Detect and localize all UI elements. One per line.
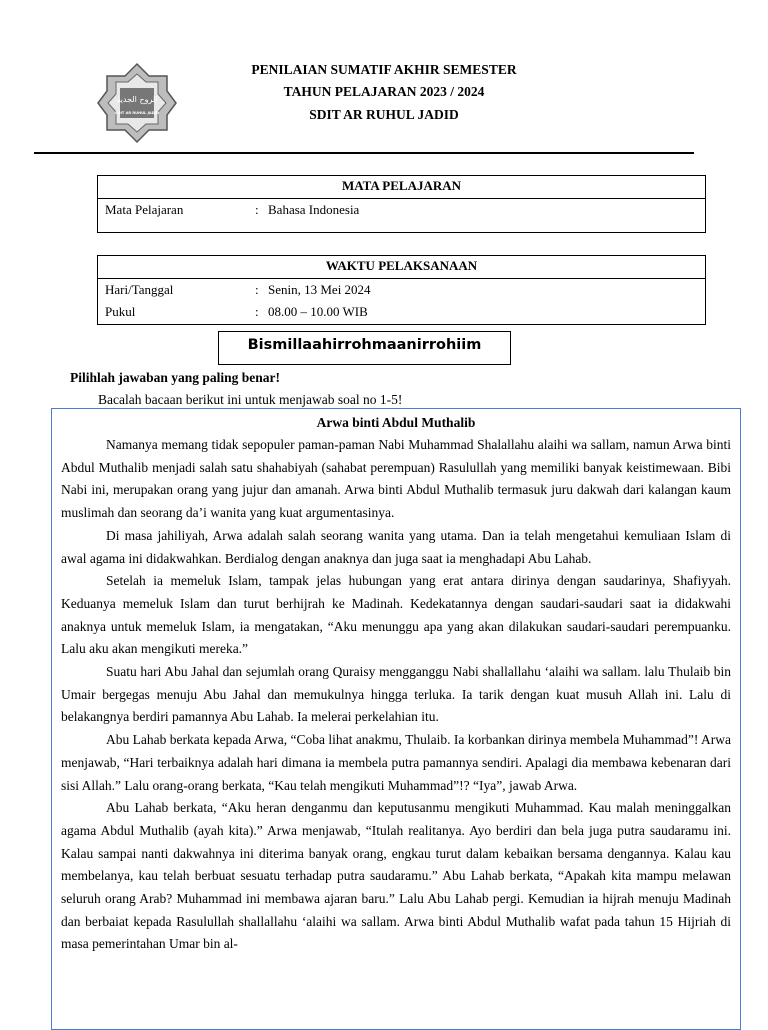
subject-box-title: MATA PELAJARAN [98, 176, 705, 199]
reading-paragraph: Abu Lahab berkata, “Aku heran denganmu dan keputusanmu mengikuti Muhammad. Kau malah meninggalkan agama Abdul Muthalib (ayah kita).” Arwa menjawab, “Itulah realitanya. Ayo berdiri dan bela juga putra saudaramu ini. Kalau sampai nanti dakwahnya ini diterima banyak orang, engkau turut dalam kebaikan bersama dengannya. Kalau kau membelanya, kau telah berbuat sesuatu terhadap putra saudaramu.” Abu Lahab berkata, “Apakah kita mampu melawan seluruh orang Arab? Muhammad ini membawa ajaran baru.” Lalu Abu Lahab pergi. Kemudian ia hijrah menuju Madinah dan berbaiat kepada Rasulullah shallallahu ‘alaihi wa sallam. Arwa binti Abdul Muthalib wafat pada tahun 15 Hijriah di masa pemerintahan Umar bin al- [61, 800, 731, 952]
reading-title: Arwa binti Abdul Muthalib [316, 415, 476, 430]
header-title-line-3: SDIT AR RUHUL JADID [309, 107, 459, 122]
date-label: Hari/Tanggal [105, 282, 174, 297]
reading-paragraph: Di masa jahiliyah, Arwa adalah salah seorang wanita yang utama. Dan ia telah mengetahui kemuliaan Islam di awal agama ini didakwahkan. Berdialog dengan anaknya dan juga saat ia menghadapi Abu Lahab. [61, 527, 731, 566]
header-title-line-2: TAHUN PELAJARAN 2023 / 2024 [283, 84, 485, 99]
date-colon: : [255, 282, 259, 297]
subject-value: Bahasa Indonesia [268, 202, 360, 217]
subject-box [97, 175, 706, 233]
reading-paragraph: Abu Lahab berkata kepada Arwa, “Coba lihat anakmu, Thulaib. Ia korbankan dirinya membela Muhammad”! Arwa menjawab, “Hari terbaiknya adalah hari dimana ia membela putra pamannya sendiri. Apalagi dia membawa kebenaran dari sisi Allah.” Lalu orang-orang berkata, “Kau telah mengikuti Muhammad”!? “Iya”, jawab Arwa. [61, 732, 731, 793]
header-divider [34, 152, 694, 154]
time-value: 08.00 – 10.00 WIB [268, 304, 368, 319]
time-colon: : [255, 304, 259, 319]
schedule-box-title: WAKTU PELAKSANAAN [98, 256, 705, 279]
schedule-box [97, 255, 706, 325]
logo-arabic-text: الروح الجديد [116, 95, 158, 104]
logo-latin-text: SDIT AR RUHUL JADID [115, 111, 159, 115]
reading-passage [51, 408, 741, 1030]
reading-paragraph: Namanya memang tidak sepopuler paman-paman Nabi Muhammad Shalallahu alaihi wa sallam, namun Arwa binti Abdul Muthalib menjadi salah satu shahabiyah (sahabat perempuan) Rasulullah yang memiliki banyak keistimewaan. Bibi Nabi ini, merupakan orang yang jujur dan amanah. Arwa binti Abdul Muthalib termasuk juru dakwah dari kalangan kaum muslimah dan seorang da’i wanita yang kuat argumentasinya. [61, 437, 731, 521]
sub-instruction-text: Bacalah bacaan berikut ini untuk menjawab soal no 1-5! [98, 392, 403, 407]
reading-paragraph: Setelah ia memeluk Islam, tampak jelas hubungan yang erat antara dirinya dengan saudarinya, Shafiyyah. Keduanya memeluk Islam dan turut berhijrah ke Madinah. Kedekatannya dengan saudari-saudari saat ia didakwahi anaknya untuk memeluk Islam, ia mengatakan, “Aku menunggu apa yang akan dilakukan saudari-saudari perempuanku. Lalu aku akan mengikuti mereka.” [61, 573, 731, 657]
subject-row [98, 199, 705, 221]
school-logo [96, 62, 178, 144]
time-row [98, 301, 705, 323]
header-title-line-1: PENILAIAN SUMATIF AKHIR SEMESTER [251, 62, 517, 77]
instruction-text: Pilihlah jawaban yang paling benar! [70, 370, 281, 385]
bismillah-box: Bismillaahirrohmaanirrohiim [218, 331, 511, 365]
date-row [98, 279, 705, 301]
subject-colon: : [255, 202, 259, 217]
subject-label: Mata Pelajaran [105, 202, 184, 217]
date-value: Senin, 13 Mei 2024 [268, 282, 371, 297]
time-label: Pukul [105, 304, 136, 319]
reading-paragraph: Suatu hari Abu Jahal dan sejumlah orang Quraisy mengganggu Nabi shallallahu ‘alaihi wa sallam. lalu Thulaib bin Umair bergegas menuju Abu Jahal dan memukulnya hingga terluka. Ia tarik dengan kuat musuh Allah ini. Lalu di belakangnya berdiri pamannya Abu Lahab. Ia melerai perkelahian itu. [61, 664, 731, 725]
